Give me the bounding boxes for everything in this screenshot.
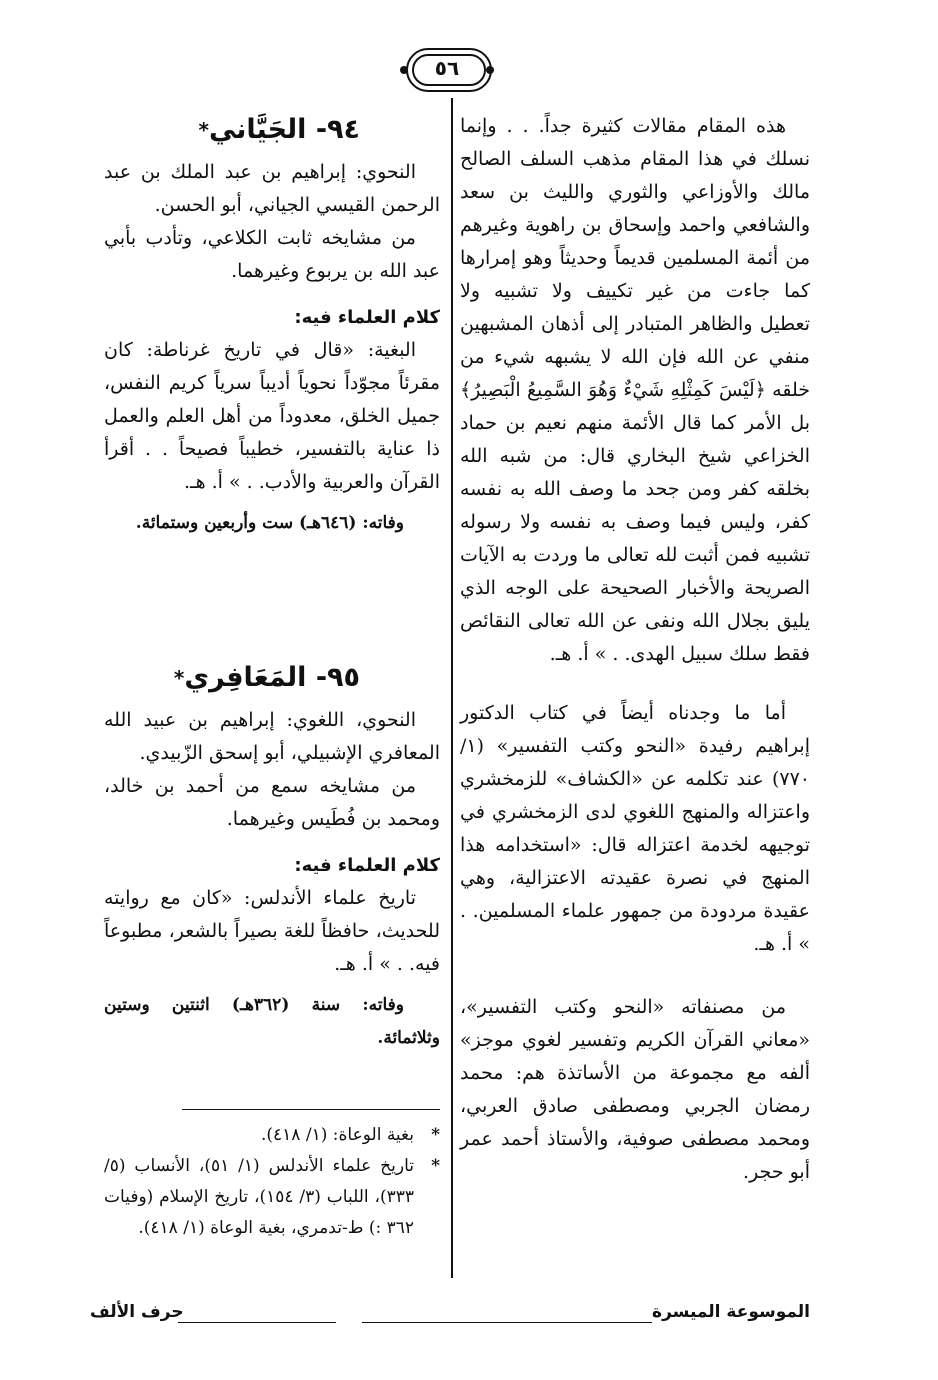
entry-title (104, 658, 360, 698)
page-number: ٥٦ (434, 56, 460, 80)
entry-death: وفاته: سنة (٣٦٢هـ) اثنتين وستين وثلاثمائة. (104, 995, 440, 1048)
footnote (104, 1151, 440, 1244)
entry-intro: النحوي، اللغوي: إبراهيم بن عبيد الله المعافري الإشبيلي، أبو إسحق الزّبيدي. (104, 709, 440, 764)
left-column (104, 110, 440, 1244)
entry-title-text: ٩٥- المَعَافِري (184, 662, 360, 693)
entry-teachers: من مشايخه ثابت الكلاعي، وتأدب بأبي عبد الله بن يربوع وغيرهما. (104, 227, 440, 282)
entry-teachers: من مشايخه سمع من أحمد بن خالد، ومحمد بن فُطَيس وغيرهما. (104, 775, 440, 830)
entry-title-text: ٩٤- الجَيَّاني (208, 114, 360, 145)
footer-section: حرف الألف (90, 1302, 184, 1322)
footnote-text: تاريخ علماء الأندلس (١/ ٥١)، الأنساب (٥/ ٣٣٣)، اللباب (٣/ ١٥٤)، تاريخ الإسلام (وفيات ٣٦٢ :) ط-تدمري، بغية الوعاة (١/ ٤١٨). (104, 1156, 414, 1238)
footer-book-title: الموسوعة الميسرة (652, 1302, 810, 1322)
footer-rule (362, 1322, 652, 1323)
entry-quote: تاريخ علماء الأندلس: «كان مع روايته للحديث، حافظاً للغة بصيراً بالشعر، مطبوعاً فيه. . » أ. هـ. (104, 887, 440, 975)
footnote-mark: * (431, 1125, 440, 1145)
scholars-heading: كلام العلماء فيه: (294, 307, 440, 328)
page-footer (90, 1302, 810, 1332)
paragraph: هذه المقام مقالات كثيرة جداً. . . وإنما نسلك في هذا المقام مذهب السلف الصالح مالك والأوزاعي والثوري والليث بن سعد والشافعي واحمد وإسحاق بن راهوية وغيرهم من أئمة المسلمين قديماً وحديثاً وهو إمرارها كما جاءت من غير تكييف ولا تشبيه ولا تعطيل والظاهر المتبادر إلى أذهان المشبهين منفي عن الله فإن الله لا يشبهه شيء من خلقه ﴿لَيْسَ كَمِثْلِهِ شَيْءٌ وَهُوَ السَّمِيعُ الْبَصِيرُ﴾ بل الأمر كما قال الأئمة منهم نعيم بن حماد الخزاعي شيخ البخاري قال: من شبه الله بخلقه كفر ومن جحد ما وصف الله به نفسه كفر، وليس فيما وصف به نفسه ولا رسوله تشبيه فمن أثبت لله تعالى ما وردت به الآيات الصريحة والأخبار الصحيحة على الوجه الذي يليق بجلال الله ونفى عن الله تعالى النقائص فقط سلك سبيل الهدى. . » أ. هـ. (460, 115, 810, 665)
scholars-heading: كلام العلماء فيه: (294, 855, 440, 876)
footnote-star: * (173, 666, 185, 690)
footnote-mark: * (431, 1156, 440, 1176)
entry-intro: النحوي: إبراهيم بن عبد الملك بن عبد الرحمن القيسي الجياني، أبو الحسن. (104, 161, 440, 216)
footnote-star: * (198, 118, 209, 142)
paragraph: أما ما وجدناه أيضاً في كتاب الدكتور إبراهيم رفيدة «النحو وكتب التفسير» (١/ ٧٧٠) عند تكلمه عن «الكشاف» للزمخشري واعتزاله والمنهج اللغوي لدى الزمخشري في توجيهه لخدمة اعتزاله قال: «استخدامه هذا المنهج في نصرة عقيدته الاعتزالية، وهي عقيدة مردودة من جمهور علماء المسلمين. . » أ. هـ. (460, 702, 810, 955)
column-divider (451, 98, 453, 1278)
footnote (104, 1120, 440, 1151)
entry-quote: البغية: «قال في تاريخ غرناطة: كان مقرئاً مجوّداً نحوياً أديباً سرياً كريم النفس، جميل الخلق، معدوداً من أهل العلم والعمل ذا عناية بالتفسير، خطيباً فصيحاً . . أقرأ القرآن والعربية والأدب. . » أ. هـ. (104, 339, 440, 493)
page-number-ornament (406, 48, 492, 92)
footer-rule (178, 1322, 336, 1323)
paragraph: من مصنفاته «النحو وكتب التفسير»، «معاني القرآن الكريم وتفسير لغوي موجز» ألفه مع مجموعة من الأساتذة هم: محمد رمضان الجربي ومصطفى صادق العربي، ومحمد مصطفى صوفية، والأستاذ أحمد عمر أبو حجر. (460, 996, 810, 1183)
entry-death: وفاته: (٦٤٦هـ) ست وأربعين وستمائة. (135, 513, 404, 533)
right-column (460, 110, 810, 1189)
entry-title (104, 110, 360, 150)
footnote-rule (182, 1109, 440, 1110)
footnote-text: بغية الوعاة: (١/ ٤١٨). (261, 1125, 414, 1145)
